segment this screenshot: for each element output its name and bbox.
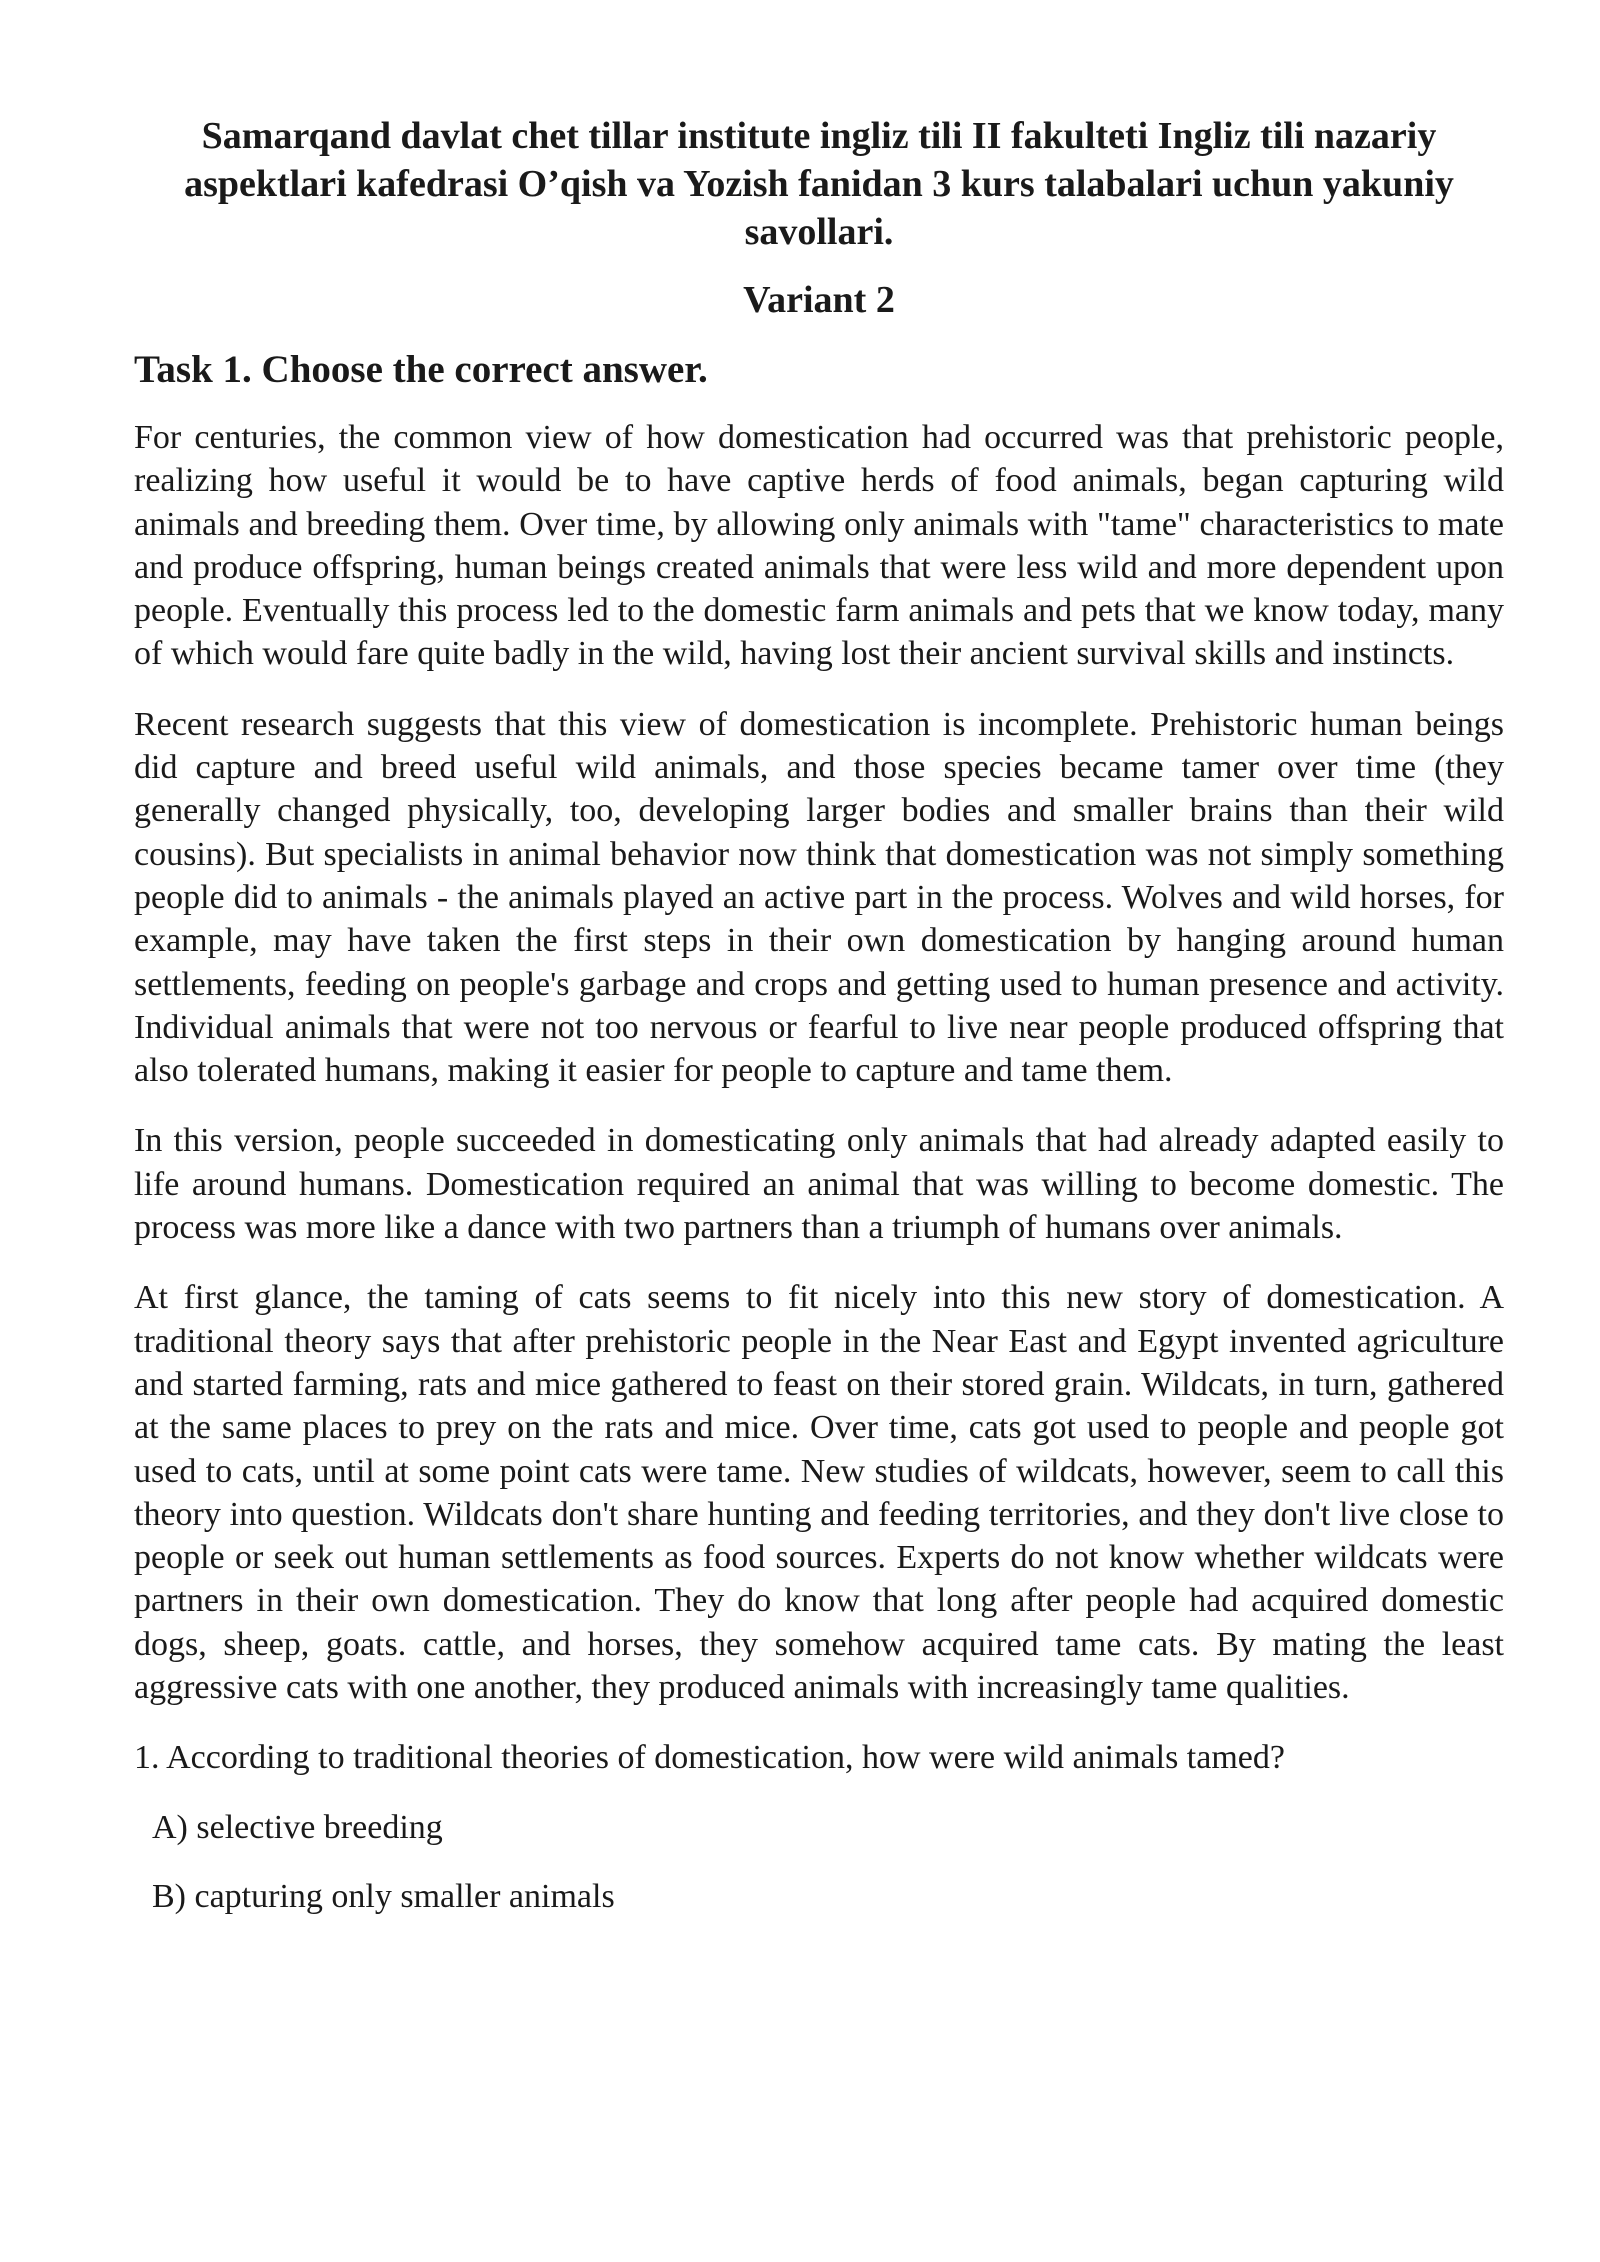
document-page (134, 112, 1504, 1944)
passage-paragraph-4: At first glance, the taming of cats seems to fit nicely into this new story of domestication. A traditional theory says that after prehistoric people in the Near East and Egypt invented agriculture and started farming, rats and mice gathered to feast on their stored grain. Wildcats, in turn, gathered at the same places to prey on the rats and mice. Over time, cats got used to people and people got used to cats, until at some point cats were tame. New studies of wildcats, however, seem to call this theory into question. Wildcats don't share hunting and feeding territories, and they don't live close to people or seek out human settlements as food sources. Experts do not know whether wildcats were partners in their own domestication. They do know that long after people had acquired domestic dogs, sheep, goats. cattle, and horses, they somehow acquired tame cats. By mating the least aggressive cats with one another, they produced animals with increasingly tame qualities. (134, 1279, 1504, 1707)
task-heading: Task 1. Choose the correct answer. (134, 348, 708, 391)
passage-paragraph-3: In this version, people succeeded in domesticating only animals that had already adapted easily to life around humans. Domestication required an animal that was willing to become domestic. The process was more like a dance with two partners than a triumph of humans over animals. (134, 1122, 1504, 1247)
document-title: Samarqand davlat chet tillar institute ingliz tili II fakulteti Ingliz tili nazariy aspektlari kafedrasi O’qish va Yozish fanidan 3 kurs talabalari uchun yakuniy savollari. (184, 115, 1454, 253)
answer-option-b: B) capturing only smaller animals (152, 1878, 615, 1916)
passage-paragraph-1: For centuries, the common view of how domestication had occurred was that prehistoric people, realizing how useful it would be to have captive herds of food animals, began capturing wild animals and breeding them. Over time, by allowing only animals with "tame" characteristics to mate and produce offspring, human beings created animals that were less wild and more dependent upon people. Eventually this process led to the domestic farm animals and pets that we know today, many of which would fare quite badly in the wild, having lost their ancient survival skills and instincts. (134, 419, 1504, 673)
variant-label: Variant 2 (743, 279, 895, 321)
passage-paragraph-2: Recent research suggests that this view of domestication is incomplete. Prehistoric human beings did capture and breed useful wild animals, and those species became tamer over time (they generally changed physically, too, developing larger bodies and smaller brains than their wild cousins). But specialists in animal behavior now think that domestication was not simply something people did to animals - the animals played an active part in the process. Wolves and wild horses, for example, may have taken the first steps in their own domestication by hanging around human settlements, feeding on people's garbage and crops and getting used to human presence and activity. Individual animals that were not too nervous or fearful to live near people produced offspring that also tolerated humans, making it easier for people to capture and tame them. (134, 705, 1504, 1090)
question-text: 1. According to traditional theories of domestication, how were wild animals tamed? (134, 1739, 1285, 1777)
answer-option-a: A) selective breeding (152, 1809, 443, 1847)
